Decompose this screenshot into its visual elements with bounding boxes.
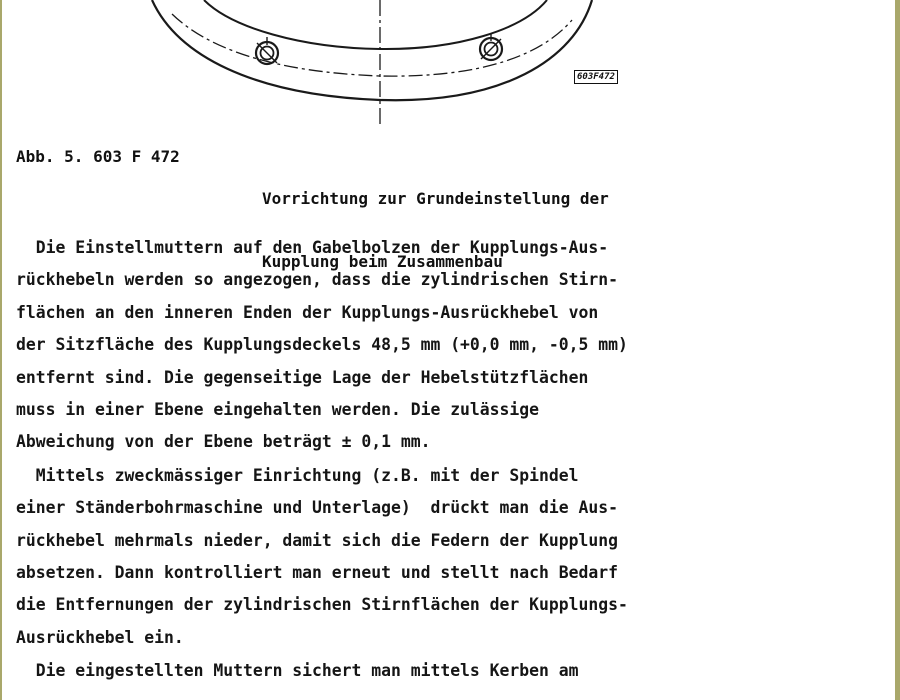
document-page <box>2 0 895 700</box>
text-line: Abweichung von der Ebene beträgt ± 0,1 mm. <box>16 432 431 452</box>
text-line: Mittels zweckmässiger Einrichtung (z.B. mit der Spindel <box>16 465 579 485</box>
text-line: flächen an den inneren Enden der Kupplungs-Ausrückhebel von <box>16 302 599 322</box>
text-line: die Entfernungen der zylindrischen Stirnflächen der Kupplungs- <box>16 595 628 615</box>
text-line: absetzen. Dann kontrolliert man erneut und stellt nach Bedarf <box>16 562 618 582</box>
paragraph-1 <box>16 232 876 459</box>
bolt-left-icon <box>256 37 278 64</box>
outer-arc <box>152 0 592 100</box>
text-line: rückhebel mehrmals nieder, damit sich die Federn der Kupplung <box>16 530 618 550</box>
figure-code-label: 603F472 <box>574 70 618 84</box>
text-line: entfernt sind. Die gegenseitige Lage der Hebelstützflächen <box>16 367 589 387</box>
paragraph-3 <box>16 655 876 687</box>
caption-label: Abb. 5. 603 F 472 <box>16 147 180 166</box>
text-line: muss in einer Ebene eingehalten werden. Die zulässige <box>16 399 540 419</box>
page-frame-right <box>895 0 900 700</box>
text-line: rückhebeln werden so angezogen, dass die zylindrischen Stirn- <box>16 270 618 290</box>
inner-arc <box>204 0 547 49</box>
caption-title-line: Kupplung beim Zusammenbau <box>262 252 503 271</box>
paragraph-2 <box>16 460 876 654</box>
drawing-svg <box>2 0 895 140</box>
caption-title-line: Vorrichtung zur Grundeinstellung der <box>262 189 609 208</box>
bolt-circle <box>172 14 572 76</box>
text-line: einer Ständerbohrmaschine und Unterlage) drückt man die Aus- <box>16 498 618 518</box>
body-text <box>16 232 876 687</box>
text-line: Ausrückhebel ein. <box>16 627 184 647</box>
text-line: Die Einstellmuttern auf den Gabelbolzen der Kupplungs-Aus- <box>16 238 609 257</box>
text-line: Die eingestellten Muttern sichert man mittels Kerben am <box>16 661 579 681</box>
technical-drawing <box>2 0 895 140</box>
text-line: der Sitzfläche des Kupplungsdeckels 48,5 mm (+0,0 mm, -0,5 mm) <box>16 335 628 355</box>
